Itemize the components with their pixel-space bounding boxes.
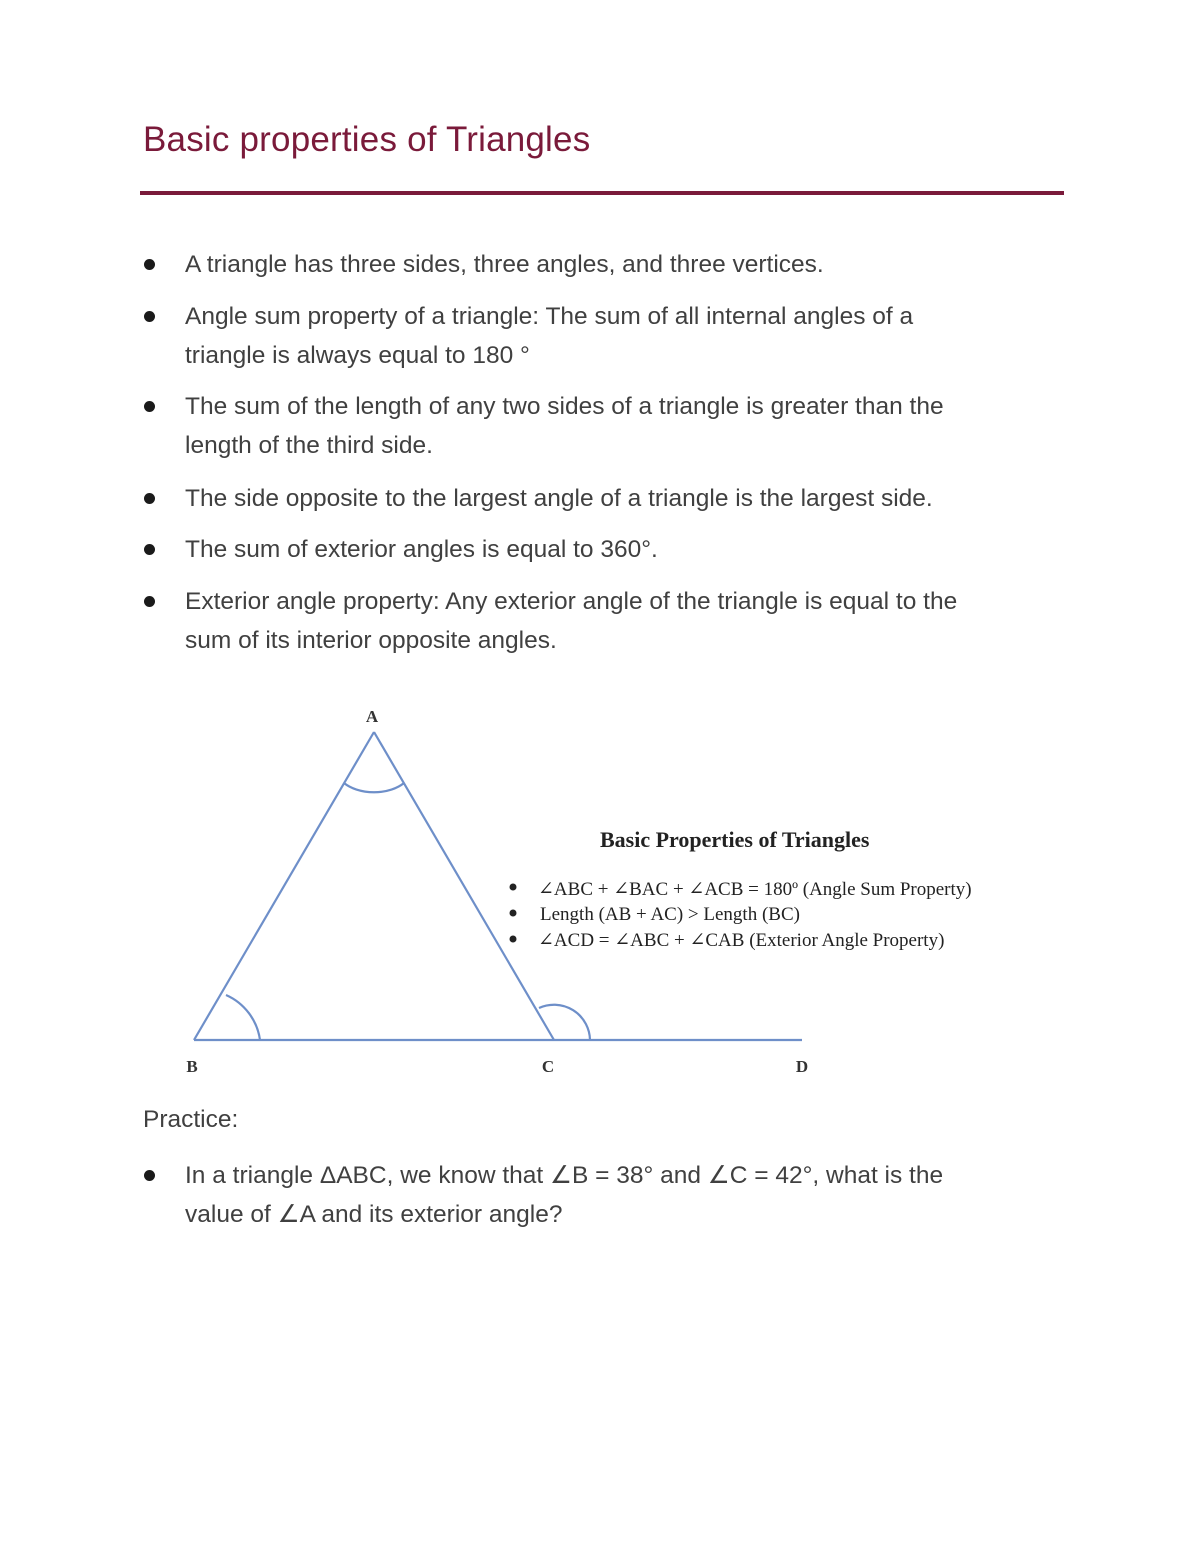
bullet-icon (144, 596, 155, 607)
bullet-icon (144, 493, 155, 504)
bullet-icon (144, 401, 155, 412)
title-divider (140, 191, 1064, 195)
box-item: ∠ACD = ∠ABC + ∠CAB (Exterior Angle Property) (538, 930, 945, 951)
box-title: Basic Properties of Triangles (600, 827, 870, 852)
list-item-line: Exterior angle property: Any exterior angle of the triangle is equal to the (185, 588, 958, 615)
question-line: value of ∠A and its exterior angle? (185, 1201, 563, 1228)
list-item-line: Angle sum property of a triangle: The sum of all internal angles of a (185, 303, 914, 330)
box-bullet-icon (510, 910, 517, 917)
list-item-line: sum of its interior opposite angles. (185, 627, 557, 654)
angle-a-arc (344, 783, 404, 792)
list-item-text (185, 479, 1065, 518)
vertex-label-a: A (365, 707, 379, 726)
box-item: ∠ABC + ∠BAC + ∠ACB = 180º (Angle Sum Property) (538, 879, 972, 900)
box-bullet-icon (510, 884, 517, 891)
side-ac (374, 732, 554, 1040)
list-item-text (185, 582, 1065, 660)
bullet-icon (144, 311, 155, 322)
list-item-line: The sum of the length of any two sides of a triangle is greater than the (185, 393, 944, 420)
list-item-line: The side opposite to the largest angle of a triangle is the largest side. (185, 485, 933, 512)
vertex-label-d: D (795, 1057, 809, 1076)
list-item-text (185, 387, 1065, 465)
bullet-icon (144, 259, 155, 270)
page-title: Basic properties of Triangles (143, 120, 591, 159)
bullet-icon (144, 544, 155, 555)
vertex-label-c: C (541, 1057, 555, 1076)
box-item: Length (AB + AC) > Length (BC) (540, 904, 800, 925)
angle-c-exterior-arc (539, 1005, 590, 1040)
angle-b-arc (226, 995, 260, 1040)
side-ab (194, 732, 374, 1040)
practice-heading: Practice: (143, 1106, 239, 1133)
list-item-line: triangle is always equal to 180 ° (185, 342, 530, 369)
triangle-diagram (150, 690, 1050, 1100)
vertex-label-b: B (186, 1057, 198, 1076)
question-text (185, 1156, 1065, 1234)
list-item-text (185, 530, 1065, 569)
bullet-icon (144, 1170, 155, 1181)
list-item-text (185, 297, 1065, 375)
list-item-line: A triangle has three sides, three angles, and three vertices. (185, 251, 824, 278)
list-item-line: The sum of exterior angles is equal to 360°. (185, 536, 658, 563)
question-line: In a triangle ΔABC, we know that ∠B = 38° and ∠C = 42°, what is the (185, 1162, 944, 1189)
list-item-text (185, 245, 1065, 284)
list-item-line: length of the third side. (185, 432, 433, 459)
box-bullet-icon (510, 936, 517, 943)
